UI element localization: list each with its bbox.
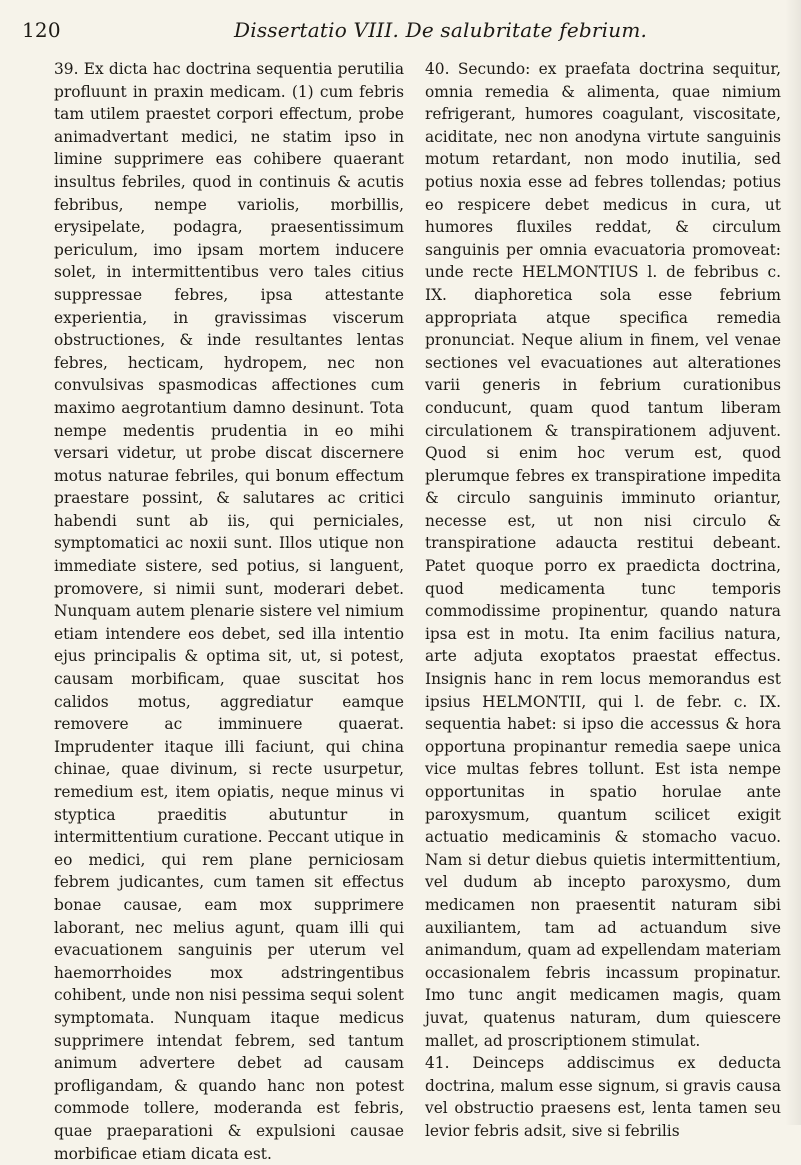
running-title: Dissertatio VIII. De salubritate febrium. <box>234 18 648 42</box>
paragraph-40: 40. Secundo: ex praefata doctrina sequitur, omnia remedia & alimenta, quae nimium refrigerant, humores coagulant, viscositate, aciditate, nec non anodyna virtute sanguinis motum retardant, non modo inutilia, sed potius noxia esse ad febres tollendas; potius eo respicere debet medicus in cura, ut humores fluxiles reddat, & circulum sanguinis per omnia evacuatoria promoveat: unde recte HELMONTIUS l. de febribus c. IX. diaphoretica sola esse febrium appropriata atque specifica remedia pronunciat. Neque alium in finem, vel venae sectiones vel evacuationes aut alterationes varii generis in febrium curationibus conducunt, quam quod tantum liberam circulationem & transpirationem adjuvent. Quod si enim hoc verum est, quod plerumque febres ex transpiratione impedita & circulo sanguinis imminuto oriantur, necesse est, ut non nisi circulo & transpiratione adaucta restitui debeant. Patet quoque porro ex praedicta doctrina, quod medicamenta tunc temporis commodissime propinentur, quando natura ipsa est in motu. Ita enim facilius natura, arte adjuta exoptatos praestat effectus. Insignis hanc in rem locus memorandus est ipsius HELMONTII, qui l. de febr. c. IX. sequentia habet: si ipso die accessus & hora opportuna propinantur remedia saepe unica vice multas febres tollunt. Est ista nempe opportunitas in spatio horulae ante paroxysmum, quantum scilicet exigit actuatio medicaminis & stomacho vacuo. Nam si detur diebus quietis intermittentium, vel dudum ab incepto paroxysmo, dum medicamen non praesentit naturam sibi auxiliantem, tam ad actuandum sive animandum, quam ad expellendam materiam occasionalem febris incassum propinatur. Imo tunc angit medicamen magis, quam juvat, quatenus naturam, dum quiescere mallet, ad proscriptionem stimulat. <box>425 60 781 1050</box>
page-header <box>22 18 782 48</box>
paragraph-41: 41. Deinceps addiscimus ex deducta doctrina, malum esse signum, si gravis causa vel obstructio praesens est, lenta tamen seu levior febris adsit, sive si febrilis <box>425 1054 781 1140</box>
paragraph-39: 39. Ex dicta hac doctrina sequentia perutilia profluunt in praxin medicam. (1) cum febris tam utilem praestet corpori effectum, probe animadvertant medici, ne statim ipso in limine supprimere eas cohibere quaerant insultus febriles, quod in continuis & acutis febribus, nempe variolis, morbillis, erysipelate, podagra, praesentissimum periculum, imo ipsam mortem inducere solet, in intermittentibus vero tales citius suppressae febres, ipsa attestante experientia, in gravissimas viscerum obstructiones, & inde resultantes lentas febres, hecticam, hydropem, nec non convulsivas spasmodicas affectiones cum maximo aegrotantium damno desinunt. Tota nempe medentis prudentia in eo mihi versari videtur, ut probe discat discernere motus naturae febriles, qui bonum effectum praestare possint, & salutares ac critici habendi sunt ab iis, qui perniciales, symptomatici ac noxii sunt. Illos utique non immediate sistere, sed potius, si languent, promovere, si nimii sunt, moderari debet. Nunquam autem plenarie sistere vel nimium etiam intendere eos debet, sed illa intentio ejus principalis & optima sit, ut, si potest, causam morbificam, quae suscitat hos calidos motus, aggrediatur eamque removere ac imminuere quaerat. Imprudenter itaque illi faciunt, qui china chinae, quae divinum, si recte usurpetur, remedium est, item opiatis, neque minus vi styptica praeditis abutuntur in intermittentium curatione. Peccant utique in eo medici, qui rem plane perniciosam febrem judicantes, cum tamen sit effectus bonae causae, eam mox supprimere laborant, nec melius agunt, quam illi qui evacuationem sanguinis per uterum vel haemorrhoides mox adstringentibus cohibent, unde non nisi pessima sequi solent symptomata. Nunquam itaque medicus supprimere intendat febrem, sed tantum animum advertere debet ad causam profligandam, & quando hanc non potest commode tollere, moderanda est febris, quae praeparationi & expulsioni causae morbificae etiam dicata est. <box>54 60 404 1163</box>
right-column <box>425 58 781 1143</box>
page-number: 120 <box>22 18 61 42</box>
page-edge-shadow <box>785 0 801 1125</box>
left-column <box>54 58 404 1165</box>
